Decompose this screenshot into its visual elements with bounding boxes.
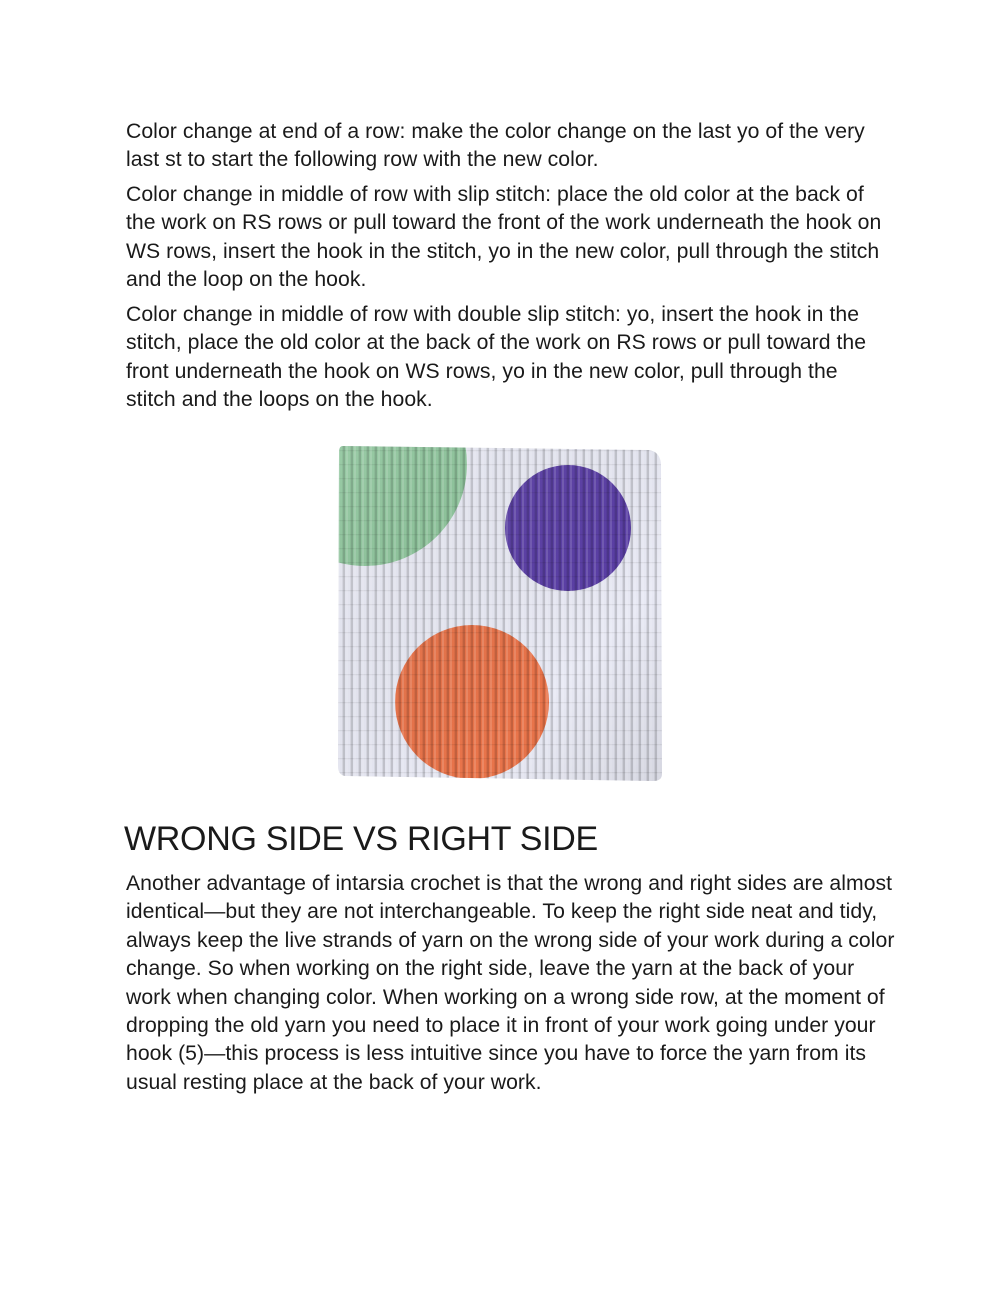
intarsia-swatch-photo (337, 444, 663, 782)
paragraph-color-change-end-of-row: Color change at end of a row: make the color change on the last yo of the very last st to start the following row with the new color. (126, 120, 865, 172)
paragraph-color-change-double-slip-stitch: Color change in middle of row with double slip stitch: yo, insert the hook in the stitch, place the old color at the back of the work on RS rows or pull toward the front underneath the hook on WS rows, yo in the new color, pull through the stitch and the loops on the hook. (126, 303, 867, 412)
section-body-paragraph: Another advantage of intarsia crochet is that the wrong and right sides are almost identical—but they are not interchangeable. To keep the right side neat and tidy, always keep the live strands of yarn on the wrong side of your work during a color change. So when working on the right side, leave the yarn at the back of your work when changing color. When working on a wrong side row, at the moment of dropping the old yarn you need to place it in front of your work going under your hook (5)—this process is less intuitive since you have to force the yarn from its usual resting place at the back of your work. (126, 872, 895, 1094)
section-heading: WRONG SIDE VS RIGHT SIDE (124, 820, 598, 858)
paragraph-color-change-slip-stitch: Color change in middle of row with slip stitch: place the old color at the back of the work on RS rows or pull toward the front of the work underneath the hook on WS rows, insert the hook in the stitch, yo in the new color, pull through the stitch and the loop on the hook. (126, 183, 882, 292)
